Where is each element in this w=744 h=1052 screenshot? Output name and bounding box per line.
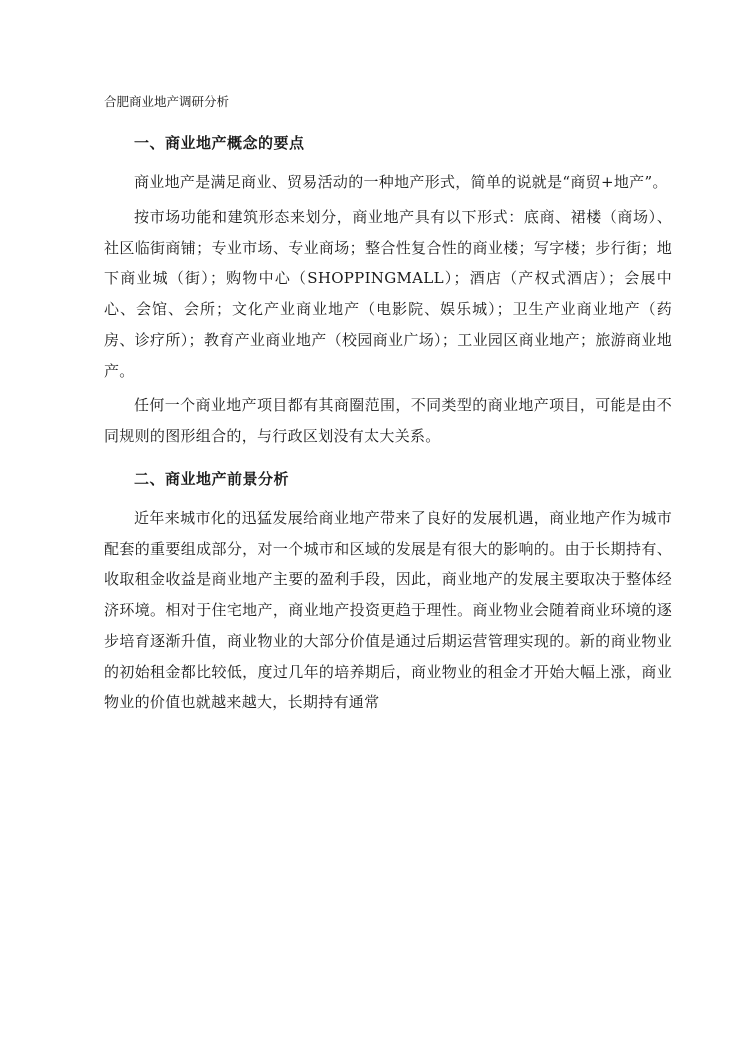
paragraph-market-forms: 按市场功能和建筑形态来划分，商业地产具有以下形式：底商、裙楼（商场）、社区临街商铺；专业市场、专业商场；整合性复合性的商业楼；写字楼；步行街；地下商业城（街）；购物中心（SHOPPINGMALL）；酒店（产权式酒店）；会展中心、会馆、会所；文化产业商业地产（电影院、娱乐城）；卫生产业商业地产（药房、诊疗所）；教育产业商业地产（校园商业广场）；工业园区商业地产；旅游商业地产。 (104, 207, 672, 380)
section-heading-2: 二、商业地产前景分析 (134, 469, 290, 488)
paragraph-prospect-analysis: 近年来城市化的迅猛发展给商业地产带来了良好的发展机遇，商业地产作为城市配套的重要组成部分，对一个城市和区域的发展是有很大的影响的。由于长期持有、收取租金收益是商业地产主要的盈利手段，因此，商业地产的发展主要取决于整体经济环境。相对于住宅地产，商业地产投资更趋于理性。商业物业会随着商业环境的逐步培育逐渐升值，商业物业的大部分价值是通过后期运营管理实现的。新的商业物业的初始租金都比较低，度过几年的培养期后，商业物业的租金才开始大幅上涨，商业物业的价值也就越来越大，长期持有通常 (104, 508, 672, 712)
paragraph-concept-definition: 商业地产是满足商业、贸易活动的一种地产形式，简单的说就是“商贸+地产”。 (134, 173, 668, 191)
section-heading-1: 一、商业地产概念的要点 (134, 134, 305, 152)
paragraph-trade-area: 任何一个商业地产项目都有其商圈范围，不同类型的商业地产项目，可能是由不同规则的图形组合的，与行政区划没有太大关系。 (104, 396, 672, 445)
document-header-line: 合肥商业地产调研分析 (104, 94, 230, 109)
